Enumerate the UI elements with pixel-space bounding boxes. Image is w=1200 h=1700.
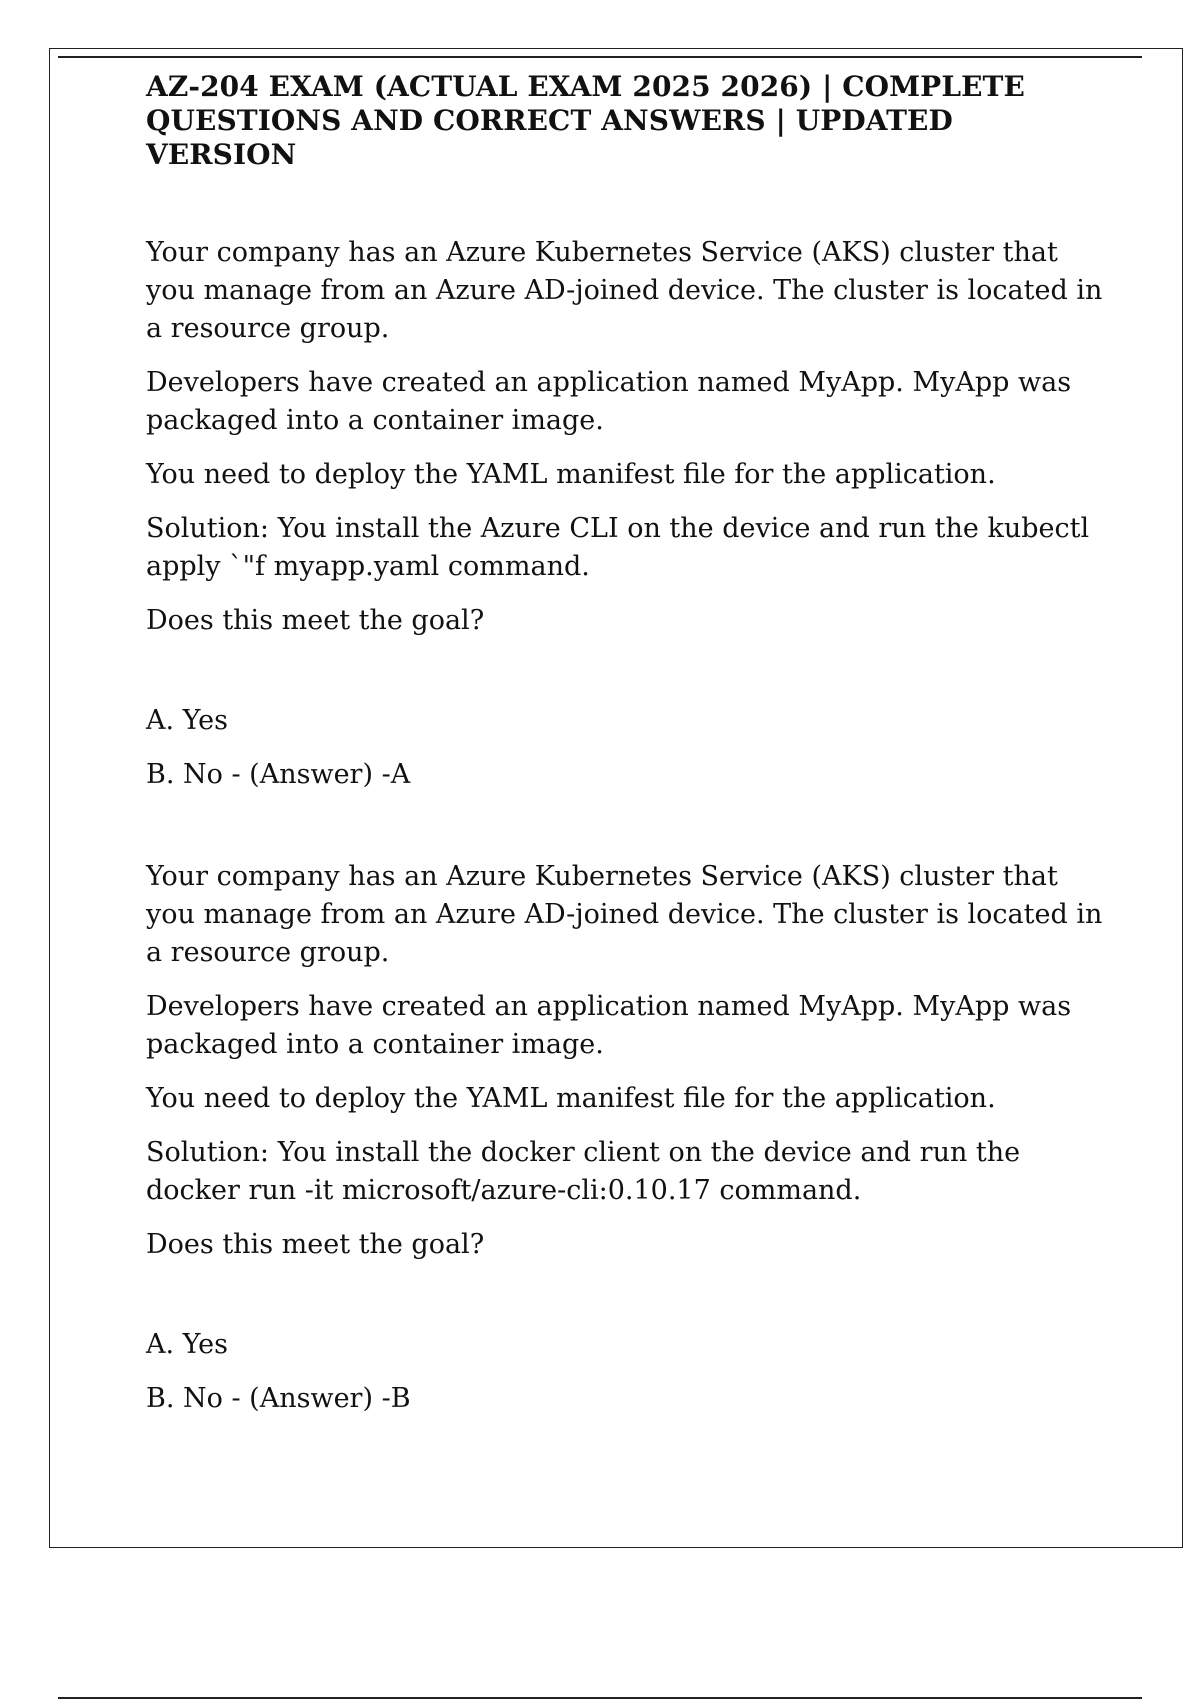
question-1-option-a: A. Yes [146, 705, 228, 736]
question-1-prompt: Does this meet the goal? [146, 605, 485, 636]
question-2-option-b: B. No - (Answer) -B [146, 1383, 411, 1414]
document-content [146, 70, 1106, 1434]
question-2-options [146, 1326, 1106, 1418]
question-1-options [146, 702, 1106, 794]
question-2-paragraph: Developers have created an application named MyApp. MyApp was packaged into a container image. [146, 991, 1072, 1060]
question-2 [146, 858, 1106, 1418]
bottom-rule [58, 1697, 1142, 1699]
document-title: AZ-204 EXAM (ACTUAL EXAM 2025 2026) | COMPLETE QUESTIONS AND CORRECT ANSWERS | UPDATED VERSION [146, 70, 1025, 171]
question-1-option-b: B. No - (Answer) -A [146, 759, 411, 790]
question-1-solution: Solution: You install the Azure CLI on the device and run the kubectl apply `"f myapp.yaml command. [146, 513, 1090, 582]
question-2-solution: Solution: You install the docker client on the device and run the docker run -it microsoft/azure-cli:0.10.17 command. [146, 1137, 1021, 1206]
question-1 [146, 234, 1106, 794]
question-2-paragraph: Your company has an Azure Kubernetes Service (AKS) cluster that you manage from an Azure AD-joined device. The cluster is located in a resource group. [146, 861, 1103, 968]
question-1-paragraph: You need to deploy the YAML manifest file for the application. [146, 459, 996, 490]
question-2-prompt: Does this meet the goal? [146, 1229, 485, 1260]
question-1-paragraph: Developers have created an application named MyApp. MyApp was packaged into a container image. [146, 367, 1072, 436]
question-1-paragraph: Your company has an Azure Kubernetes Service (AKS) cluster that you manage from an Azure AD-joined device. The cluster is located in a resource group. [146, 237, 1103, 344]
top-rule [58, 56, 1142, 58]
question-2-paragraph: You need to deploy the YAML manifest file for the application. [146, 1083, 996, 1114]
question-2-option-a: A. Yes [146, 1329, 228, 1360]
